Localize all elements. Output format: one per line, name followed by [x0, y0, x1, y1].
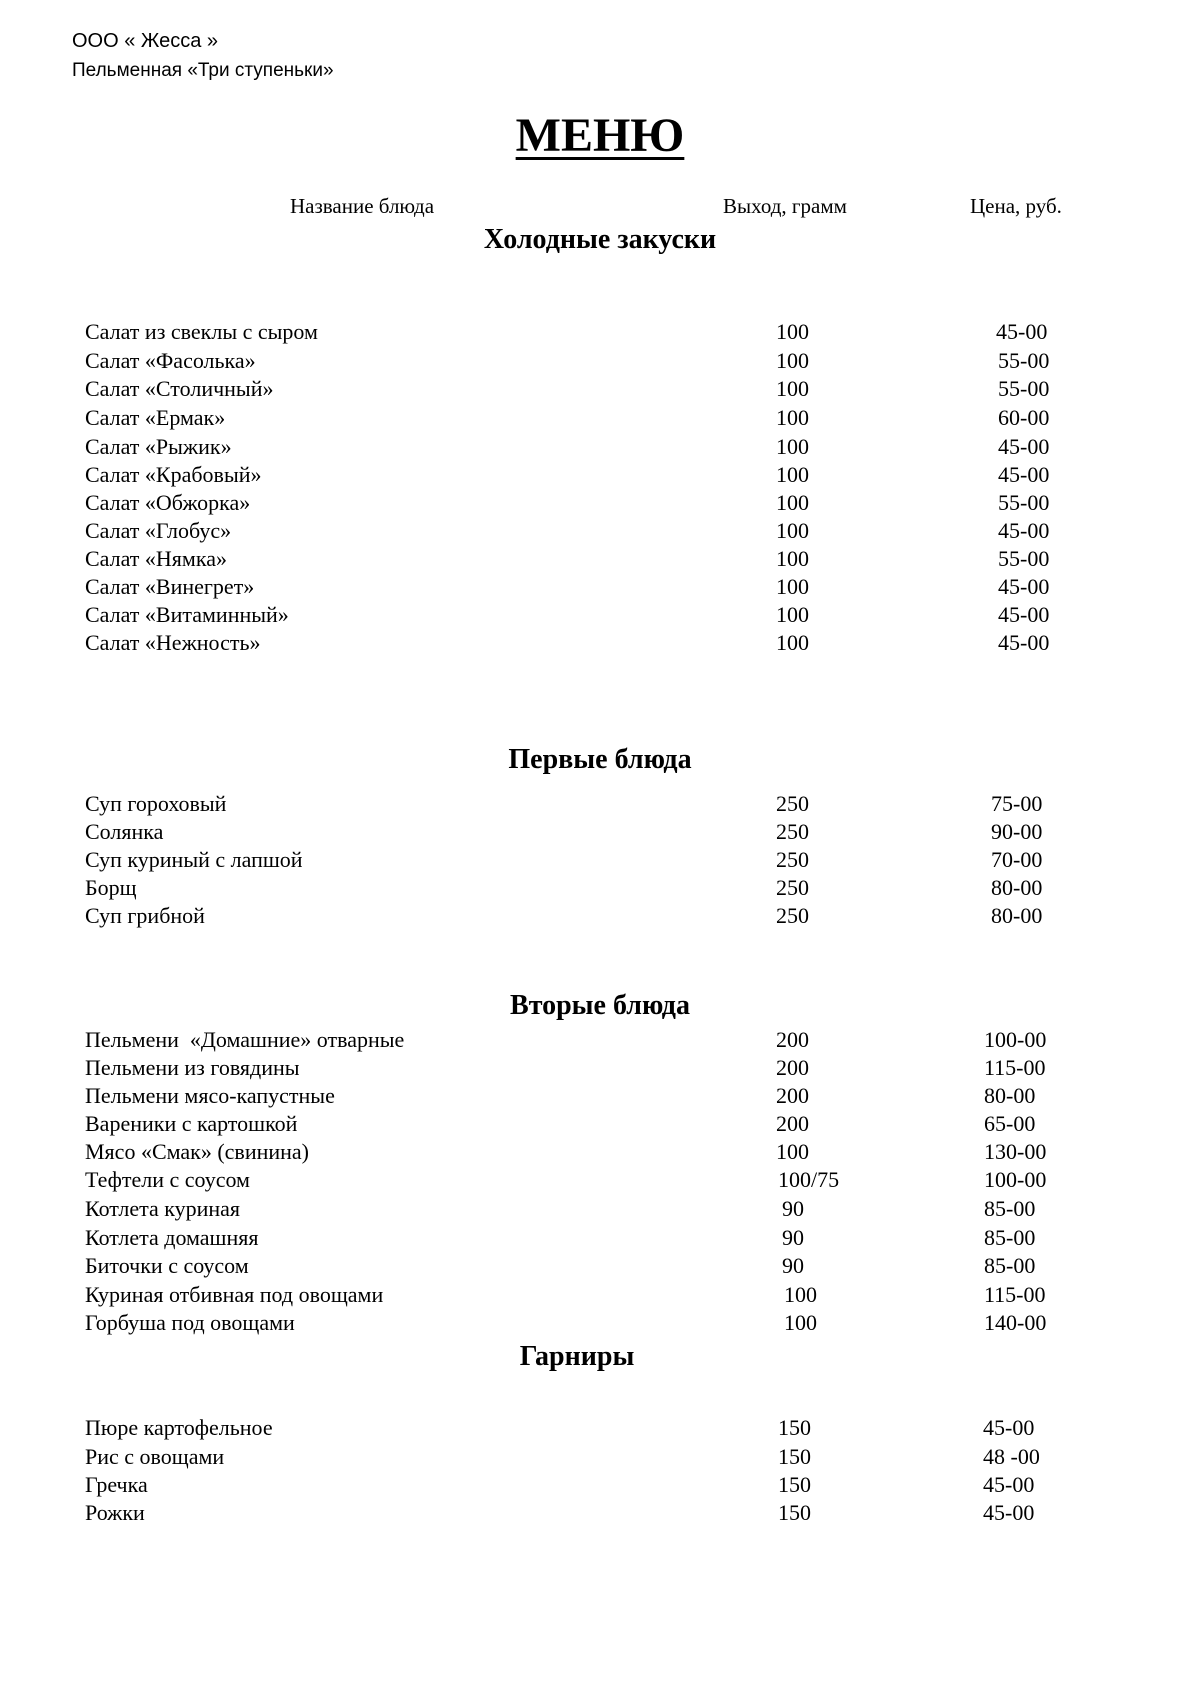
- menu-item-row: [0, 433, 1200, 461]
- item-weight: 200: [776, 1055, 809, 1080]
- item-name: Салат «Крабовый»: [85, 462, 262, 487]
- item-weight: 150: [778, 1500, 811, 1525]
- menu-item-row: [0, 318, 1200, 346]
- item-weight: 100: [776, 1139, 809, 1164]
- item-weight: 100: [784, 1282, 817, 1307]
- item-price: 45-00: [998, 518, 1050, 543]
- item-weight: 100: [776, 630, 809, 655]
- item-name: Салат из свеклы с сыром: [85, 319, 318, 344]
- menu-item-row: [0, 629, 1200, 657]
- menu-item-row: [0, 375, 1200, 403]
- item-weight: 200: [776, 1111, 809, 1136]
- item-weight: 90: [782, 1225, 804, 1250]
- item-weight: 90: [782, 1196, 804, 1221]
- item-price: 45-00: [998, 630, 1050, 655]
- menu-item-row: [0, 1026, 1200, 1054]
- item-weight: 150: [778, 1444, 811, 1469]
- item-weight: 100: [776, 376, 809, 401]
- item-price: 100-00: [984, 1167, 1047, 1192]
- item-price: 45-00: [998, 574, 1050, 599]
- item-name: Котлета куриная: [85, 1196, 241, 1221]
- item-price: 85-00: [984, 1196, 1036, 1221]
- menu-item-row: [0, 902, 1200, 930]
- item-weight: 100: [784, 1310, 817, 1335]
- item-name: Тефтели с соусом: [85, 1167, 250, 1192]
- item-price: 70-00: [991, 847, 1043, 872]
- menu-item-row: [0, 1414, 1200, 1442]
- column-header-name: Название блюда: [290, 194, 435, 218]
- item-weight: 250: [776, 903, 809, 928]
- item-weight: 100: [776, 462, 809, 487]
- page-title: МЕНЮ: [515, 109, 685, 162]
- item-weight: 100: [776, 348, 809, 373]
- menu-item-row: [0, 818, 1200, 846]
- item-weight: 200: [776, 1027, 809, 1052]
- item-name: Суп гороховый: [85, 791, 227, 816]
- menu-item-row: [0, 545, 1200, 573]
- item-price: 115-00: [984, 1055, 1046, 1080]
- item-name: Рожки: [85, 1500, 145, 1525]
- item-weight: 250: [776, 819, 809, 844]
- item-weight: 100: [776, 546, 809, 571]
- item-name: Салат «Обжорка»: [85, 490, 251, 515]
- item-price: 55-00: [998, 546, 1050, 571]
- item-price: 55-00: [998, 490, 1050, 515]
- item-name: Горбуша под овощами: [85, 1310, 295, 1335]
- item-name: Суп куриный с лапшой: [85, 847, 303, 872]
- section-title-side-dishes: Гарниры: [519, 1341, 635, 1372]
- item-price: 115-00: [984, 1282, 1046, 1307]
- item-weight: 250: [776, 847, 809, 872]
- item-price: 45-00: [983, 1500, 1035, 1525]
- menu-item-row: [0, 1252, 1200, 1280]
- column-header-weight: Выход, грамм: [723, 194, 847, 218]
- item-weight: 150: [778, 1415, 811, 1440]
- item-name: Пельмени «Домашние» отварные: [85, 1027, 405, 1052]
- item-name: Салат «Нямка»: [85, 546, 227, 571]
- item-weight: 100: [776, 602, 809, 627]
- item-name: Куриная отбивная под овощами: [85, 1282, 384, 1307]
- item-price: 80-00: [991, 875, 1043, 900]
- item-name: Салат «Нежность»: [85, 630, 261, 655]
- item-name: Рис с овощами: [85, 1444, 225, 1469]
- menu-item-row: [0, 573, 1200, 601]
- item-weight: 100: [776, 518, 809, 543]
- section-title-main-courses: Вторые блюда: [510, 990, 690, 1021]
- item-name: Вареники с картошкой: [85, 1111, 298, 1136]
- menu-item-row: [0, 1138, 1200, 1166]
- item-name: Салат «Винегрет»: [85, 574, 255, 599]
- item-name: Пельмени мясо-капустные: [85, 1083, 335, 1108]
- item-name: Суп грибной: [85, 903, 205, 928]
- menu-item-row: [0, 1309, 1200, 1337]
- item-weight: 150: [778, 1472, 811, 1497]
- menu-item-row: [0, 1471, 1200, 1499]
- item-name: Салат «Рыжик»: [85, 434, 232, 459]
- item-price: 55-00: [998, 376, 1050, 401]
- item-price: 85-00: [984, 1225, 1036, 1250]
- menu-item-row: [0, 1224, 1200, 1252]
- item-weight: 100: [776, 574, 809, 599]
- item-price: 80-00: [984, 1083, 1036, 1108]
- column-header-price: Цена, руб.: [970, 194, 1062, 218]
- item-name: Гречка: [85, 1472, 148, 1497]
- item-price: 45-00: [996, 319, 1048, 344]
- item-name: Солянка: [85, 819, 164, 844]
- item-name: Салат «Глобус»: [85, 518, 232, 543]
- item-price: 80-00: [991, 903, 1043, 928]
- item-name: Салат «Фасолька»: [85, 348, 256, 373]
- section-title-cold-appetizers: Холодные закуски: [483, 224, 717, 255]
- item-name: Пюре картофельное: [85, 1415, 273, 1440]
- menu-item-row: [0, 489, 1200, 517]
- item-weight: 90: [782, 1253, 804, 1278]
- menu-item-row: [0, 1195, 1200, 1223]
- menu-item-row: [0, 846, 1200, 874]
- menu-item-row: [0, 461, 1200, 489]
- item-weight: 250: [776, 791, 809, 816]
- item-name: Борщ: [85, 875, 137, 900]
- item-weight: 200: [776, 1083, 809, 1108]
- section-title-first-courses: Первые блюда: [508, 744, 692, 775]
- item-weight: 100/75: [778, 1167, 840, 1192]
- company-name: ООО « Жесса »: [72, 30, 219, 52]
- menu-item-row: [0, 1499, 1200, 1527]
- item-price: 90-00: [991, 819, 1043, 844]
- menu-item-row: [0, 1281, 1200, 1309]
- item-name: Салат «Ермак»: [85, 405, 226, 430]
- menu-item-row: [0, 1054, 1200, 1082]
- item-price: 130-00: [984, 1139, 1047, 1164]
- menu-item-row: [0, 874, 1200, 902]
- menu-item-row: [0, 517, 1200, 545]
- item-price: 100-00: [984, 1027, 1047, 1052]
- item-weight: 100: [776, 490, 809, 515]
- menu-item-row: [0, 790, 1200, 818]
- item-name: Пельмени из говядины: [85, 1055, 300, 1080]
- menu-item-row: [0, 404, 1200, 432]
- item-name: Биточки с соусом: [85, 1253, 249, 1278]
- item-weight: 250: [776, 875, 809, 900]
- menu-item-row: [0, 347, 1200, 375]
- item-price: 45-00: [998, 602, 1050, 627]
- item-price: 85-00: [984, 1253, 1036, 1278]
- item-price: 60-00: [998, 405, 1050, 430]
- item-price: 75-00: [991, 791, 1043, 816]
- item-name: Мясо «Смак» (свинина): [85, 1139, 310, 1164]
- item-price: 45-00: [983, 1415, 1035, 1440]
- venue-name: Пельменная «Три ступеньки»: [72, 60, 334, 81]
- item-name: Котлета домашняя: [85, 1225, 259, 1250]
- menu-item-row: [0, 1443, 1200, 1471]
- menu-item-row: [0, 601, 1200, 629]
- item-weight: 100: [776, 405, 809, 430]
- item-weight: 100: [776, 319, 809, 344]
- menu-item-row: [0, 1110, 1200, 1138]
- item-price: 55-00: [998, 348, 1050, 373]
- item-price: 45-00: [983, 1472, 1035, 1497]
- item-weight: 100: [776, 434, 809, 459]
- item-price: 45-00: [998, 462, 1050, 487]
- menu-item-row: [0, 1166, 1200, 1194]
- item-name: Салат «Столичный»: [85, 376, 274, 401]
- item-price: 65-00: [984, 1111, 1036, 1136]
- item-price: 48 -00: [983, 1444, 1040, 1469]
- item-price: 45-00: [998, 434, 1050, 459]
- item-price: 140-00: [984, 1310, 1047, 1335]
- item-name: Салат «Витаминный»: [85, 602, 289, 627]
- menu-item-row: [0, 1082, 1200, 1110]
